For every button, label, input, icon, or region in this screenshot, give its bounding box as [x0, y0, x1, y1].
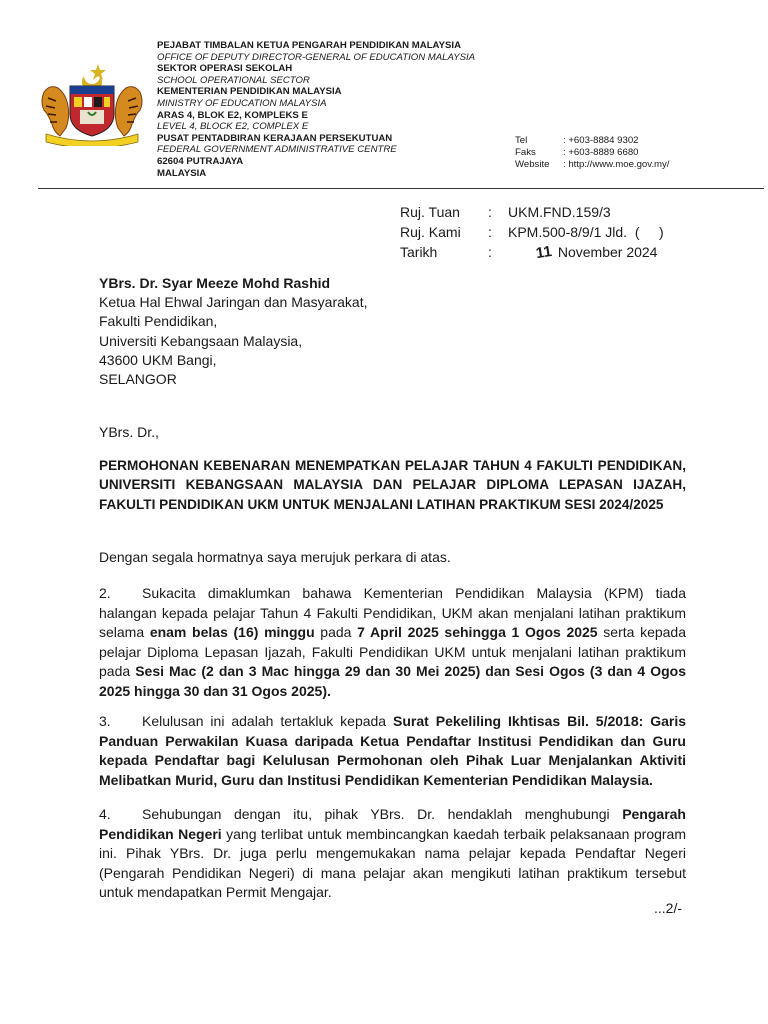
addressee-line: Ketua Hal Ehwal Jaringan dan Masyarakat, [99, 294, 368, 311]
contact-label: Website [515, 159, 550, 170]
letterhead-address [157, 40, 537, 179]
paragraph-text: Kelulusan ini adalah tertakluk kepada [142, 713, 394, 729]
ref-colon: : [488, 204, 492, 220]
contact-row [515, 159, 669, 171]
contact-value: : +603-8889 6680 [563, 147, 639, 158]
letter-subject: PERMOHONAN KEBENARAN MENEMPATKAN PELAJAR TAHUN 4 FAKULTI PENDIDIKAN, UNIVERSITI KEBANGSAAN MALAYSIA DAN PELAJAR DIPLOMA LEPASAN IJAZAH, FAKULTI PENDIDIKAN UKM UNTUK MENJALANI LATIHAN PRAKTIKUM SESI 2024/2025 [99, 458, 686, 512]
paragraph-4 [99, 805, 686, 903]
paragraph-bold: enam belas (16) minggu [149, 624, 315, 641]
addressee-name: YBrs. Dr. Syar Meeze Mohd Rashid [99, 275, 331, 291]
contact-row [515, 147, 669, 159]
paragraph-text: yang terlibat untuk membincangkan kaedah terbaik pelaksanaan program ini. Pihak YBrs. Dr. juga perlu mengemukakan nama pelajar kepada Pendaftar Negeri (Pengarah Pendidikan Negeri) di mana pelajar akan mengikuti latihan praktikum tersebut untuk mendapatkan Permit Mengajar. [99, 825, 686, 901]
contact-label: Faks [515, 147, 536, 158]
ref-row-tarikh [400, 242, 664, 263]
letterhead-line: ARAS 4, BLOK E2, KOMPLEKS E [157, 109, 308, 121]
letterhead-line: KEMENTERIAN PENDIDIKAN MALAYSIA [157, 86, 342, 98]
ref-colon: : [488, 244, 492, 260]
paragraph-bold: Sesi Mac (2 dan 3 Mac hingga 29 dan 30 Mei 2025) dan Sesi Ogos (3 dan 4 Ogos 2025 hingga 30 dan 31 Ogos 2025) [99, 663, 686, 699]
letterhead-line: MALAYSIA [157, 167, 207, 179]
ref-label: Ruj. Tuan [400, 204, 460, 220]
letterhead-contact [515, 135, 669, 171]
letterhead-line: PUSAT PENTADBIRAN KERAJAAN PERSEKUTUAN [157, 132, 393, 144]
paragraph-number: 3. [99, 713, 111, 729]
letterhead-line: LEVEL 4, BLOCK E2, COMPLEX E [157, 121, 309, 133]
addressee-line: Universiti Kebangsaan Malaysia, [99, 332, 303, 349]
letterhead-line: 62604 PUTRAJAYA [157, 155, 244, 167]
contact-value[interactable]: : http://www.moe.gov.my/ [563, 159, 670, 170]
letterhead-line: FEDERAL GOVERNMENT ADMINISTRATIVE CENTRE [157, 144, 397, 156]
letterhead-line: OFFICE OF DEPUTY DIRECTOR-GENERAL OF EDUCATION MALAYSIA [157, 51, 476, 63]
reference-block [400, 202, 664, 263]
paragraph-text: . [327, 682, 331, 699]
letterhead-line: MINISTRY OF EDUCATION MALAYSIA [157, 97, 327, 109]
date-month-year: November 2024 [557, 244, 658, 260]
ref-label: Tarikh [400, 244, 438, 260]
page-continuation: ...2/- [654, 900, 683, 916]
contact-label: Tel [515, 135, 528, 146]
paragraph-bold: Surat Pekeliling Ikhtisas Bil. 5/2018: Garis Panduan Perwakilan Kuasa daripada Ketua Pendaftar Institusi Pendidikan dan Guru kepada Pendaftar bagi Kelulusan Permohonan oleh Pihak Luar Menjalankan Aktiviti Melibatkan Murid, Guru dan Institusi Pendidikan Kementerian Pendidikan Malaysia. [99, 713, 686, 788]
ref-value: KPM.500-8/9/1 Jld. ( ) [508, 224, 664, 240]
contact-value: : +603-8884 9302 [563, 135, 639, 146]
letterhead-line: SCHOOL OPERATIONAL SECTOR [157, 74, 310, 86]
header-divider [38, 188, 764, 189]
paragraph-text: Sehubungan dengan itu, pihak YBrs. Dr. hendaklah menghubungi [142, 806, 623, 822]
addressee-block [99, 274, 367, 389]
paragraph-text: pada [314, 624, 358, 641]
ref-row-kami [400, 222, 664, 242]
salutation: YBrs. Dr., [99, 424, 159, 440]
addressee-line: SELANGOR [99, 371, 177, 388]
paragraph-number: 4. [99, 806, 111, 822]
paragraph-number: 2. [99, 585, 111, 601]
paragraph-text: serta kepada pelajar Diploma Lepasan Ijazah, Fakulti Pendidikan UKM untuk menjalani latihan praktikum pada [99, 624, 686, 680]
ref-row-tuan [400, 202, 664, 222]
paragraph-text: Sukacita dimaklumkan bahawa Kementerian Pendidikan Malaysia (KPM) tiada halangan kepada pelajar Tahun 4 Fakulti Pendidikan, UKM akan menjalani latihan praktikum selama [99, 585, 686, 641]
paragraph-3 [99, 712, 686, 790]
handwritten-day: 11 [534, 242, 553, 263]
malaysia-coat-of-arms-icon [36, 62, 148, 146]
ref-colon: : [488, 224, 492, 240]
contact-row [515, 135, 669, 147]
paragraph-bold: 7 April 2025 sehingga 1 Ogos 2025 [357, 624, 598, 641]
letterhead-line: SEKTOR OPERASI SEKOLAH [157, 63, 293, 75]
ref-value: UKM.FND.159/3 [508, 204, 611, 220]
paragraph-2 [99, 584, 686, 702]
opening-line: Dengan segala hormatnya saya merujuk perkara di atas. [99, 549, 451, 565]
addressee-line: 43600 UKM Bangi, [99, 351, 217, 368]
letterhead-line: PEJABAT TIMBALAN KETUA PENGARAH PENDIDIKAN MALAYSIA [157, 40, 461, 51]
paragraph-bold: Pengarah Pendidikan Negeri [99, 806, 686, 842]
ref-label: Ruj. Kami [400, 224, 461, 240]
addressee-line: Fakulti Pendidikan, [99, 313, 218, 330]
date-value [508, 242, 657, 263]
